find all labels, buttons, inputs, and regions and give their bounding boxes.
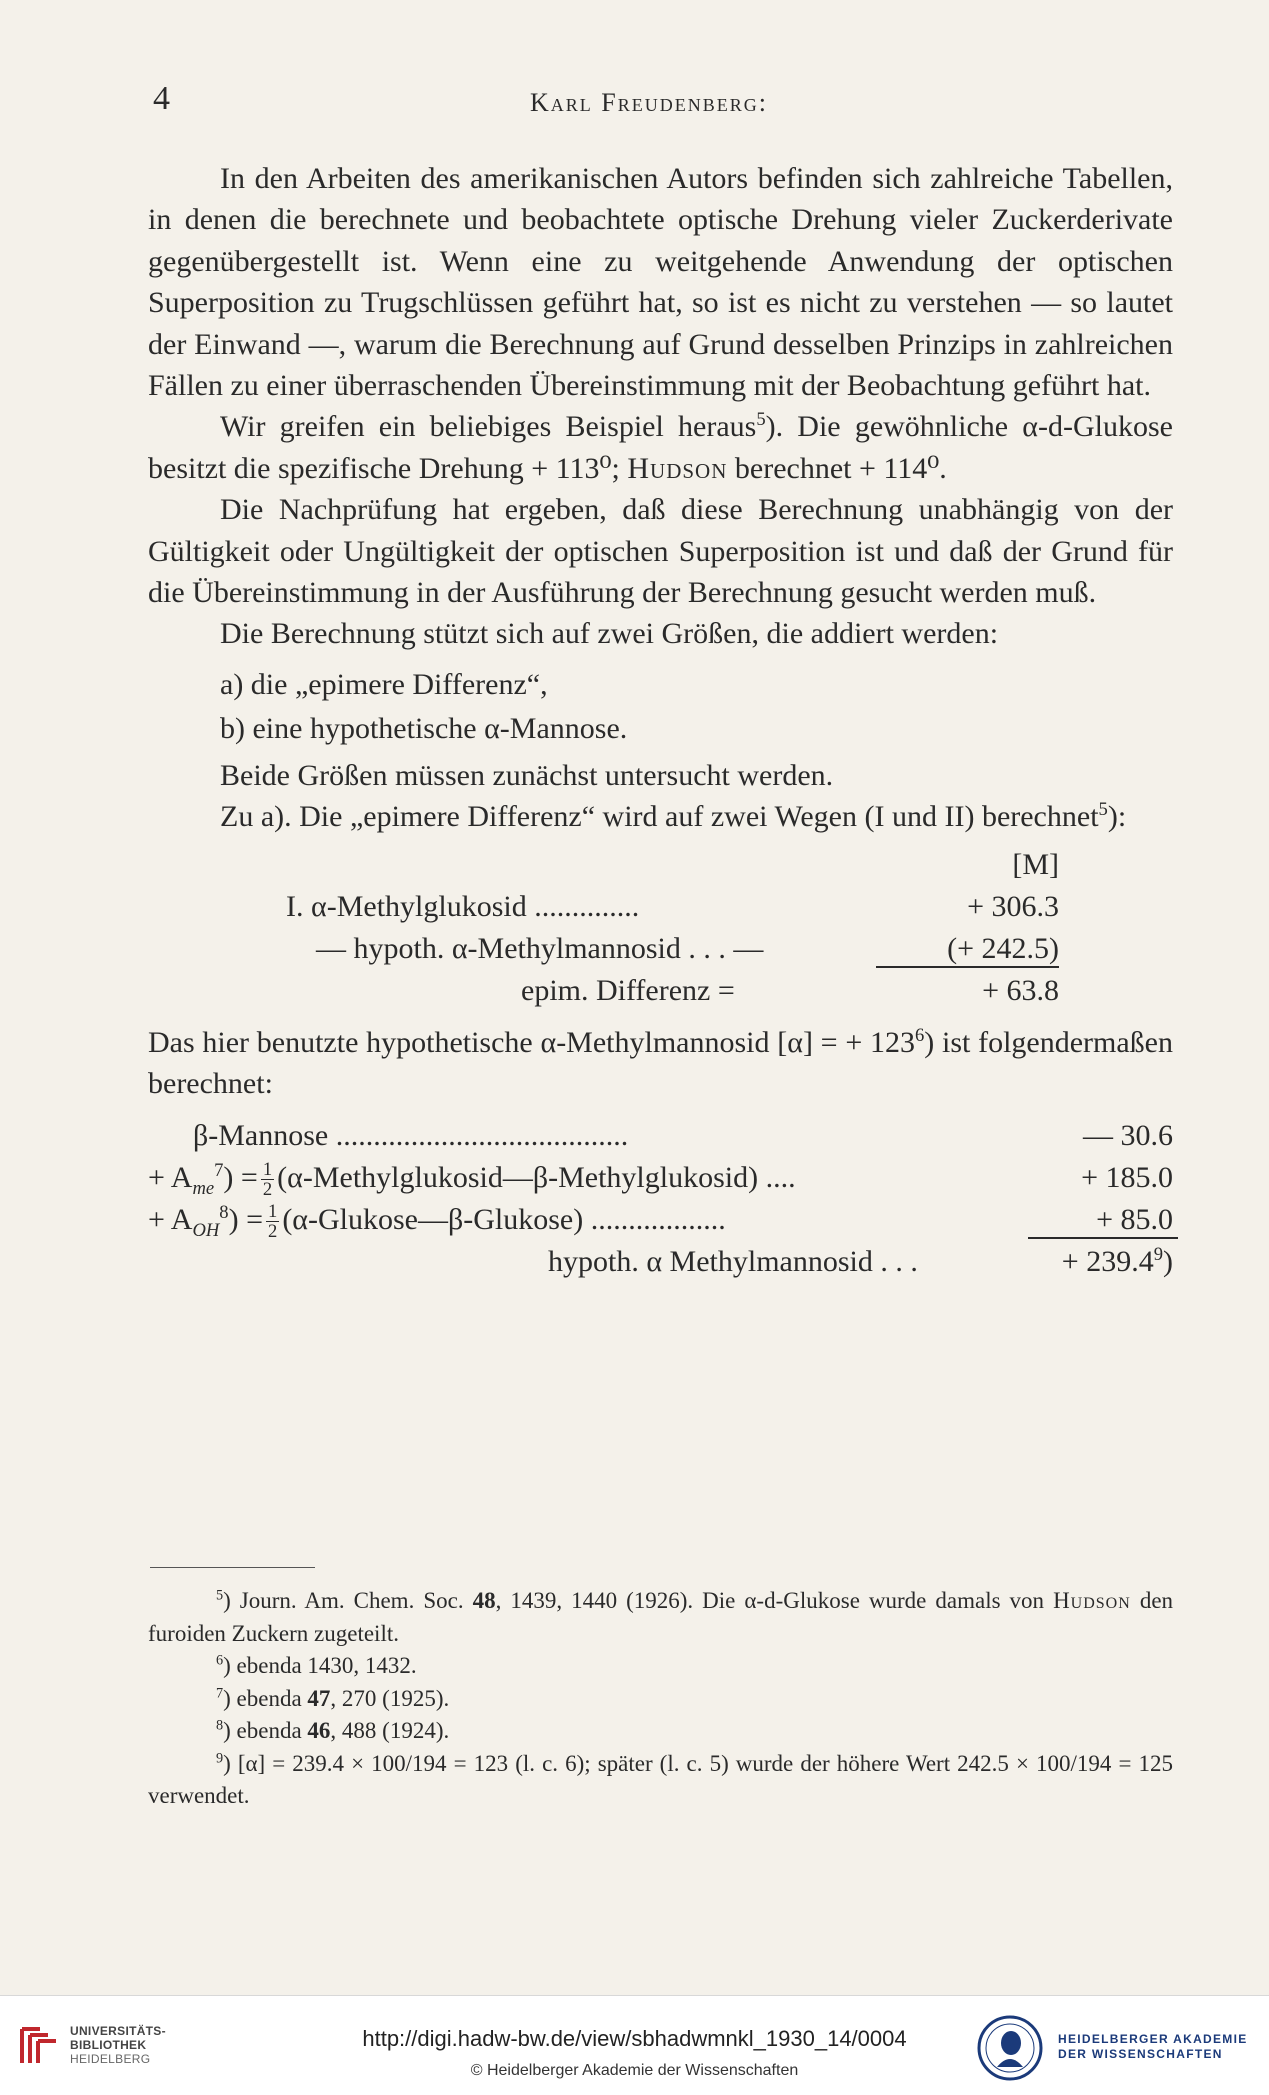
row-label: + $A_{me}^7$) = $\frac{1}{2}$ (α-Methylglukosid—β-Methylglukosid) .... [148, 1158, 796, 1201]
paragraph-6: Zu a). Die „epimere Differenz“ wird auf zwei Wegen (I und II) berechnet$^5$): [220, 799, 1127, 834]
sum-rule [876, 966, 1059, 968]
page-number: 4 [153, 80, 170, 117]
row-value: (+ 242.5) [947, 931, 1059, 965]
footnote-ref: 5 [1098, 799, 1108, 821]
table-row [148, 928, 1173, 968]
university-library-label: UNIVERSITÄTS- BIBLIOTHEK HEIDELBERG [70, 2024, 166, 2066]
page-header [0, 80, 1269, 120]
copyright-notice: © Heidelberger Akademie der Wissenschaften [470, 2062, 799, 2079]
list-item-a: a) die „epimere Differenz“, [220, 667, 548, 701]
row-label: — hypoth. α-Methylmannosid . . . — [316, 931, 764, 965]
item-list [220, 663, 1173, 751]
fraction: $\frac{1}{2}$ [262, 1158, 273, 1201]
permalink-url[interactable]: http://digi.hadw-bw.de/view/sbhadwmnkl_1930_14/0004 [362, 2026, 907, 2051]
table-row [148, 970, 1173, 1010]
table-header-row [148, 844, 1173, 884]
row-value: + 185.0 [1081, 1160, 1173, 1194]
footnote-rule [150, 1567, 315, 1568]
table-row [148, 1199, 1173, 1243]
academy-seal-icon [975, 2013, 1045, 2083]
footnote-ref: 5 [756, 409, 766, 431]
body-text [148, 158, 1173, 1290]
academy-label: HEIDELBERGER AKADEMIE DER WISSENSCHAFTEN [1058, 2032, 1248, 2061]
row-value: + 306.3 [967, 889, 1059, 923]
footnote-5: $^5$) Journ. Am. Chem. Soc. 48, 1439, 1440 (1926). Die α-d-Glukose wurde damals von Hudson den furoiden Zuckern zugeteilt. [148, 1587, 1174, 1646]
sum-rule [1028, 1237, 1178, 1239]
row-value: + $239.4^9$) [1061, 1243, 1173, 1278]
fraction: $\frac{1}{2}$ [268, 1200, 278, 1243]
row-label: I. α-Methylglukosid .............. [286, 889, 640, 923]
footer-bar [0, 1995, 1269, 2095]
column-header: [M] [1012, 847, 1059, 881]
footnote-ref: 6 [914, 1024, 925, 1046]
footnote-7: $^7$) ebenda 47, 270 (1925). [216, 1684, 450, 1711]
table-row [148, 1115, 1173, 1155]
footnote-8: $^8$) ebenda 46, 488 (1924). [216, 1717, 450, 1743]
footnote-6: $^6$) ebenda 1430, 1432. [216, 1652, 417, 1678]
paragraph-3: Die Nachprüfung hat ergeben, daß diese Berechnung unabhängig von der Gültigkeit oder Ungültigkeit der optischen Superposition ist und daß der Grund für die Übereinstimmung in der Ausführung der Berechnung gesucht werden muß. [148, 493, 1173, 610]
paragraph-5: Beide Größen müssen zunächst untersucht werden. [220, 758, 834, 792]
paragraph-7: Das hier benutzte hypothetische α-Methylmannosid [α] = + $123^6$) ist folgendermaßen berechnet: [148, 1024, 1173, 1101]
row-value: + 63.8 [982, 973, 1059, 1007]
row-label: + $A_{OH}^8$) = $\frac{1}{2}$ (α-Glukose—β-Glukose) .................. [148, 1200, 726, 1243]
row-value: + 85.0 [1096, 1202, 1173, 1236]
footnotes [148, 1585, 1173, 1813]
row-label: epim. Differenz = [521, 973, 735, 1007]
epimer-table [148, 844, 1173, 1014]
author-name: Hudson [627, 451, 728, 485]
table-row [148, 1241, 1173, 1281]
paragraph-4: Die Berechnung stützt sich auf zwei Größen, die addiert werden: [220, 617, 999, 651]
footnote-9: $^9$) [α] = 239.4 × 100/194 = 123 (l. c. 6); später (l. c. 5) wurde der höhere Wert 242.5 × 100/194 = 125 verwendet. [148, 1749, 1173, 1808]
list-item-b: b) eine hypothetische α-Mannose. [220, 711, 628, 745]
mannosid-table [148, 1115, 1173, 1290]
table-row [148, 886, 1173, 926]
row-label: hypoth. α Methylmannosid . . . [548, 1244, 918, 1278]
paragraph-1: In den Arbeiten des amerikanischen Autors befinden sich zahlreiche Tabellen, in denen die berechnete und beobachtete optische Drehung vieler Zuckerderivate gegenübergestellt ist. Wenn eine zu weitgehende Anwendung der optischen Superposition zu Trugschlüssen geführt hat, so ist es nicht zu verstehen — so lautet der Einwand —, warum die Berechnung auf Grund desselben Prinzips in zahlreichen Fällen zu einer überraschenden Übereinstimmung mit der Beobachtung geführt hat. [148, 162, 1173, 403]
row-value: — 30.6 [1083, 1118, 1173, 1152]
row-label: β-Mannose ....................................... [193, 1118, 629, 1152]
paragraph-2: Wir greifen ein beliebiges Beispiel heraus$^5$). Die gewöhnliche α-d-Glukose besitzt die spezifische Drehung + 113⁰; Hudson berechnet + 114⁰. [148, 409, 1173, 485]
running-head: Karl Freudenberg: [530, 88, 768, 117]
table-row [148, 1157, 1173, 1201]
